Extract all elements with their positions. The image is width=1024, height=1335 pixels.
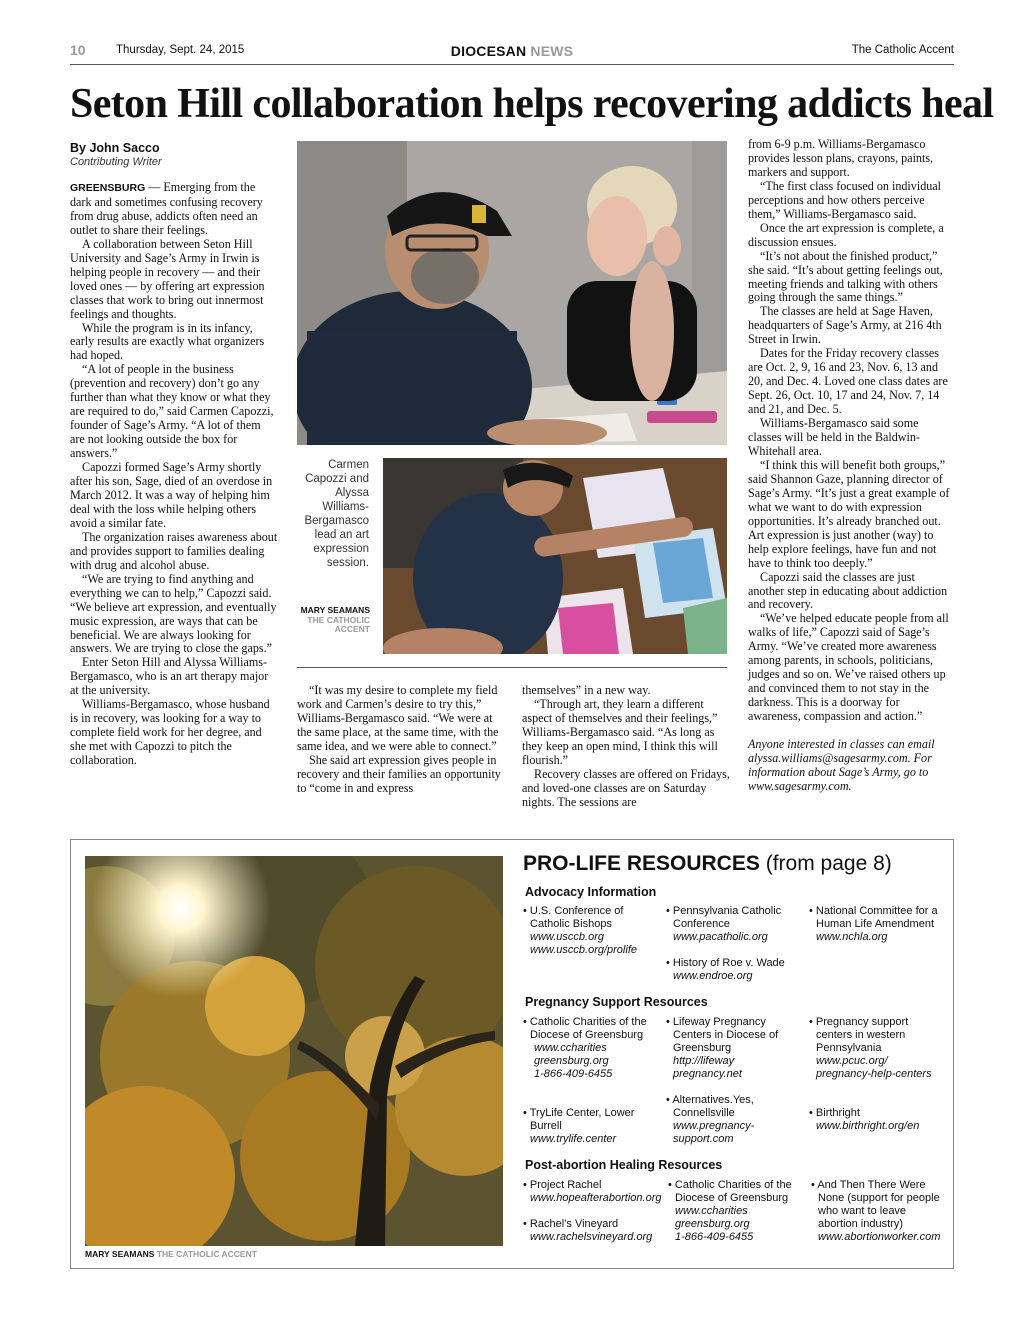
article-paragraph: “We are trying to find anything and everything we can to help,” Capozzi said. “We believe art expression, and eventually music expression, are ways that can be beneficial. We are always looking for answers. We are trying to close the gaps.” — [70, 571, 277, 656]
article-paragraph: A collaboration between Seton Hill University and Sage’s Army in Irwin is helping people in recovery — and their loved ones — by offering art expression classes that work to bring out innermost feelings and thoughts. — [70, 236, 265, 321]
resource-label: • History of Roe v. Wade — [666, 957, 785, 969]
photo-credit-name: MARY SEAMANS — [300, 605, 370, 615]
article-paragraph: She said art expression gives people in recovery and their families an opportunity to “come in and express — [297, 752, 501, 795]
resource-label: • Pennsylvania Catholic Conference — [666, 905, 782, 930]
autumn-credit-org: THE CATHOLIC ACCENT — [156, 1249, 257, 1259]
pregnancy-heading: Pregnancy Support Resources — [525, 995, 708, 1009]
contact-note: Anyone interested in classes can email alyssa.williams@sagesarmy.com. For information about Sage’s Army, go to www.sagesarmy.com. — [748, 737, 935, 793]
issue-date: Thursday, Sept. 24, 2015 — [116, 44, 245, 56]
resource-item — [809, 1107, 943, 1133]
resource-link[interactable]: www.nchla.org — [816, 931, 888, 943]
autumn-photo-credit — [85, 1249, 257, 1259]
resource-label: • National Committee for a Human Life Amendment — [809, 905, 938, 930]
resource-link[interactable]: www.pacatholic.org — [673, 931, 768, 943]
main-photo-illustration — [297, 141, 727, 445]
article-paragraph: Recovery classes are offered on Fridays, and loved-one classes are on Saturday nights. The sessions are — [522, 766, 730, 809]
secondary-photo-illustration — [383, 458, 727, 654]
resource-label: • Alternatives.Yes, Connellsville — [666, 1094, 754, 1119]
resource-item — [811, 1179, 943, 1244]
resource-item — [523, 1016, 657, 1081]
resource-link[interactable]: www.abortionworker.com — [818, 1231, 941, 1243]
resource-phone: 1-866-409-6455 — [534, 1068, 613, 1080]
secondary-photo-artwork — [383, 458, 727, 654]
resource-label: • Pregnancy support centers in western Pennsylvania — [809, 1016, 909, 1054]
resource-item — [666, 905, 800, 944]
resource-link[interactable]: www.usccb.org/prolife — [530, 944, 637, 956]
resource-item — [523, 905, 657, 957]
resource-link[interactable]: www.pregnancy-support.com — [673, 1120, 755, 1145]
photo-credit-org: THE CATHOLIC ACCENT — [307, 614, 370, 634]
article-paragraph: “The first class focused on individual perceptions and how others perceive them,” Williams-Bergamasco said. — [748, 178, 942, 221]
page-header — [70, 42, 954, 62]
resource-link[interactable]: www.usccb.org — [530, 931, 604, 943]
resource-label: • TryLife Center, Lower Burrell — [523, 1107, 635, 1132]
resource-link[interactable]: www.pcuc.org/ pregnancy-help-centers — [816, 1055, 932, 1080]
photo-caption: Carmen Capozzi and Alyssa Williams-Bergamasco lead an art expression session. — [304, 459, 369, 569]
prolife-resources-box — [70, 839, 954, 1269]
resource-item — [809, 1016, 943, 1081]
article-paragraph: from 6-9 p.m. Williams-Bergamasco provides lesson plans, crayons, paints, markers and support. — [748, 137, 934, 179]
resource-item — [666, 957, 800, 983]
resource-link[interactable]: http://lifeway pregnancy.net — [673, 1055, 742, 1080]
resource-label: • Catholic Charities of the Diocese of Greensburg — [523, 1016, 647, 1041]
article-paragraph: themselves” in a new way. — [522, 683, 651, 697]
postabortion-heading: Post-abortion Healing Resources — [525, 1158, 723, 1172]
resource-link[interactable]: www.endroe.org — [673, 970, 753, 982]
article-column-4 — [748, 138, 954, 794]
resource-label: • Birthright — [809, 1107, 860, 1119]
resource-item — [523, 1107, 657, 1146]
resource-link[interactable]: www.hopeafterabortion.org — [530, 1192, 662, 1204]
resource-link[interactable]: www.rachelsvineyard.org — [530, 1231, 653, 1243]
article-paragraph: “It’s not about the finished product,” she said. “It’s about getting feelings out, meeting friends and talking with others going through the same things.” — [748, 248, 943, 305]
resource-label: • And Then There Were None (support for people who want to leave abortion industry) — [811, 1179, 940, 1230]
byline — [70, 141, 162, 168]
article-paragraph: Once the art expression is complete, a discussion ensues. — [748, 220, 944, 249]
photo-rule — [297, 667, 727, 668]
resource-item — [523, 1218, 657, 1244]
article-paragraph: Williams-Bergamasco said some classes will be held in the Baldwin-Whitehall area. — [748, 416, 920, 458]
article-paragraph: “A lot of people in the business (prevention and recovery) don’t go any further than what they know or what they are required to do,” said Carmen Capozzi, founder of Sage’s Army. “A lot of them are not looking outside the box for answers.” — [70, 362, 274, 461]
article-paragraph: “I think this will benefit both groups,” said Shannon Gaze, planning director of Sage’s Army. “It’s just a great example of what we want to do with expression opportunities. It’s already branched out. Art expression is just another (way) to help explore feelings, have fun and not have to think too deeply.” — [748, 457, 950, 570]
article-paragraph: “We’ve helped educate people from all walks of life,” Capozzi said of Sage’s Army. “We’ve created more awareness among parents, in schools, politicians, judges and so on. We’ve raised others up and convinced them to not stay in the darkness. This is a doorway for awareness, compassion and action.” — [748, 611, 949, 724]
autumn-photo-illustration — [85, 856, 503, 1246]
dateline: GREENSBURG — [70, 182, 146, 194]
article-column-3 — [522, 684, 730, 810]
page-number: 10 — [70, 42, 86, 58]
paper-name: The Catholic Accent — [851, 44, 954, 56]
article-paragraph: While the program is in its infancy, early results are exactly what organizers had hoped. — [70, 320, 265, 363]
photo-credit — [297, 606, 370, 635]
resource-link[interactable]: www.ccharities greensburg.org — [534, 1042, 609, 1067]
main-photo-art-session — [297, 141, 727, 445]
resource-label: • Rachel’s Vineyard — [523, 1218, 619, 1230]
section-sub: NEWS — [530, 43, 574, 59]
advocacy-heading: Advocacy Information — [525, 885, 657, 899]
prolife-title-sub: (from page 8) — [765, 852, 892, 875]
article-paragraph: Enter Seton Hill and Alyssa Williams-Bergamasco, who is an art therapy major at the university. — [70, 655, 269, 698]
article-paragraph: GREENSBURG — Emerging from the dark and sometimes confusing recovery from drug abuse, addicts often need an outlet to share their feelings. — [70, 180, 263, 237]
article-paragraph: “Through art, they learn a different aspect of themselves and their feelings,” Williams-Bergamasco said. “As long as they keep an open mind, I think this will flourish.” — [522, 696, 718, 767]
autumn-trees-photo — [85, 856, 503, 1246]
article-paragraph: The classes are held at Sage Haven, headquarters of Sage’s Army, at 216 4th Street in Irwin. — [748, 304, 942, 347]
article-column-2 — [297, 684, 505, 796]
resource-link[interactable]: www.birthright.org/en — [816, 1120, 920, 1132]
resource-item — [666, 1094, 800, 1146]
header-rule — [70, 64, 954, 65]
resource-item — [668, 1179, 802, 1244]
autumn-credit-name: MARY SEAMANS — [85, 1249, 155, 1259]
article-paragraph: Dates for the Friday recovery classes are Oct. 2, 9, 16 and 23, Nov. 6, 13 and 20, and Dec. 4. Loved one class dates are Sept. 26, Oct. 10, 17 and 24, Nov. 7, 14 and 21, and Dec. 5. — [748, 346, 948, 417]
resource-phone: 1-866-409-6455 — [675, 1231, 754, 1243]
resource-label: • Catholic Charities of the Diocese of Greensburg — [668, 1179, 792, 1204]
article-paragraph: Williams-Bergamasco, whose husband is in recovery, was looking for a way to complete field work for her degree, and she met with Capozzi to pitch the collaboration. — [70, 697, 270, 768]
resource-link[interactable]: www.ccharities greensburg.org — [675, 1205, 750, 1230]
resource-item — [809, 905, 943, 944]
byline-name: By John Sacco — [70, 141, 160, 155]
resource-item — [666, 1016, 800, 1081]
article-paragraph: Capozzi said the classes are just another step in educating about addiction and recovery. — [748, 569, 948, 612]
resource-label: • Project Rachel — [523, 1179, 602, 1191]
article-paragraph: “It was my desire to complete my field work and Carmen’s desire to try this,” Williams-Bergamasco said. “We were at the same place, at the same time, with the same idea, and we were able to connect.” — [297, 683, 499, 753]
prolife-title: PRO-LIFE RESOURCES (from page 8) — [523, 852, 892, 875]
article-column-1 — [70, 181, 278, 768]
resource-label: • U.S. Conference of Catholic Bishops — [523, 905, 624, 930]
section-title — [70, 43, 954, 59]
section-main: DIOCESAN — [450, 43, 527, 59]
headline: Seton Hill collaboration helps recovering addicts heal — [70, 81, 994, 127]
resource-link[interactable]: www.trylife.center — [530, 1133, 617, 1145]
article-paragraph: Capozzi formed Sage’s Army shortly after his son, Sage, died of an overdose in March 2012. It was a way of helping him deal with the loss while helping others avoid a similar fate. — [70, 460, 273, 530]
byline-role: Contributing Writer — [70, 156, 162, 168]
article-paragraph: The organization raises awareness about and provides support to families dealing with drug and alcohol abuse. — [70, 529, 278, 572]
resource-label: • Lifeway Pregnancy Centers in Diocese of Greensburg — [666, 1016, 779, 1054]
resource-item — [523, 1179, 662, 1205]
